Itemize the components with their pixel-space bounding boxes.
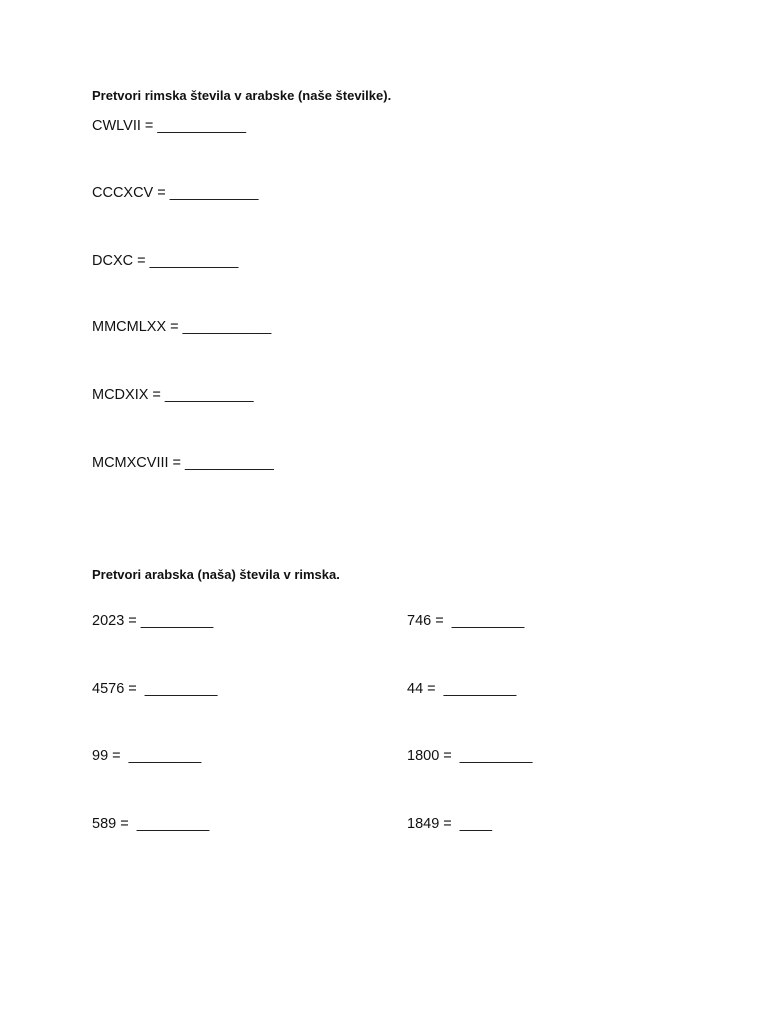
exercise-row: MMCMLXX = ___________ (92, 319, 272, 335)
exercise-row-right: 1800 = _________ (407, 748, 533, 764)
exercise-row: CCCXCV = ___________ (92, 185, 259, 201)
section-heading-roman-to-arabic: Pretvori rimska števila v arabske (naše številke). (92, 88, 392, 103)
exercise-row: DCXC = ___________ (92, 253, 239, 269)
exercise-row: MCDXIX = ___________ (92, 387, 254, 403)
exercise-row-right: 1849 = ____ (407, 816, 493, 832)
exercise-row: CWLVII = ___________ (92, 118, 247, 134)
exercise-row-left: 4576 = _________ (92, 681, 218, 697)
exercise-row-left: 99 = _________ (92, 748, 202, 764)
exercise-row-right: 746 = _________ (407, 613, 525, 629)
exercise-row-right: 44 = _________ (407, 681, 517, 697)
exercise-row-left: 589 = _________ (92, 816, 210, 832)
section-heading-arabic-to-roman: Pretvori arabska (naša) števila v rimska. (92, 567, 340, 582)
exercise-row: MCMXCVIII = ___________ (92, 455, 274, 471)
exercise-row-left: 2023 = _________ (92, 613, 214, 629)
